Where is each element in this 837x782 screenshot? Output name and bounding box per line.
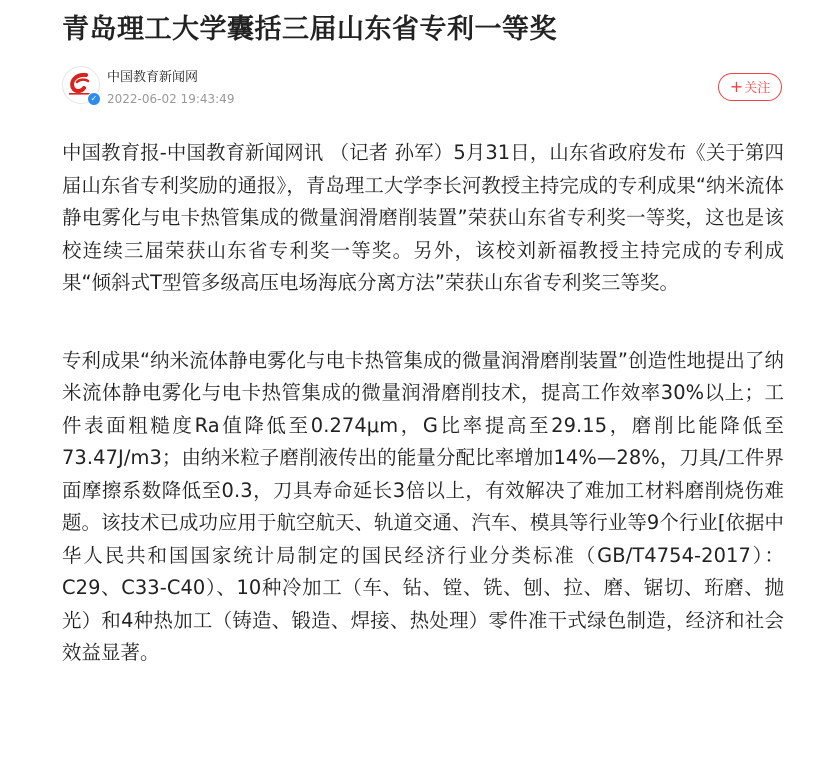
follow-label: 关注 [744, 81, 771, 96]
publish-time: 2022-06-02 19:43:49 [107, 92, 235, 106]
article-body [62, 137, 784, 670]
follow-button[interactable] [718, 73, 782, 101]
author-name[interactable]: 中国教育新闻网 [107, 70, 199, 85]
plus-icon: + [729, 77, 744, 96]
article-title: 青岛理工大学囊括三届山东省专利一等奖 [62, 14, 557, 45]
author-bar [62, 66, 786, 110]
verified-check-icon: ✓ [87, 92, 101, 106]
article-paragraph: 中国教育报-中国教育新闻网讯 （记者 孙军）5月31日，山东省政府发布《关于第四届山东省专利奖励的通报》，青岛理工大学李长河教授主持完成的专利成果“纳米流体静电雾化与电卡热管集成的微量润滑磨削装置”荣获山东省专利奖一等奖，这也是该校连续三届荣获山东省专利奖一等奖。另外，该校刘新福教授主持完成的专利成果“倾斜式T型管多级高压电场海底分离方法”荣获山东省专利奖三等奖。 [62, 141, 784, 294]
article-paragraph: 专利成果“纳米流体静电雾化与电卡热管集成的微量润滑磨削装置”创造性地提出了纳米流体静电雾化与电卡热管集成的微量润滑磨削技术，提高工作效率30%以上；工件表面粗糙度Ra值降低至0.274μm，G比率提高至29.15，磨削比能降低至73.47J/m3；由纳米粒子磨削液传出的能量分配比率增加14%—28%，刀具/工件界面摩擦系数降低至0.3，刀具寿命延长3倍以上，有效解决了难加工材料磨削烧伤难题。该技术已成功应用于航空航天、轨道交通、汽车、模具等行业等9个行业[依据中华人民共和国国家统计局制定的国民经济行业分类标准（GB/T4754-2017）：C29、C33-C40）、10种冷加工（车、钻、镗、铣、刨、拉、磨、锯切、珩磨、抛光）和4种热加工（铸造、锻造、焊接、热处理）零件准干式绿色制造，经济和社会效益显著。 [62, 348, 784, 664]
